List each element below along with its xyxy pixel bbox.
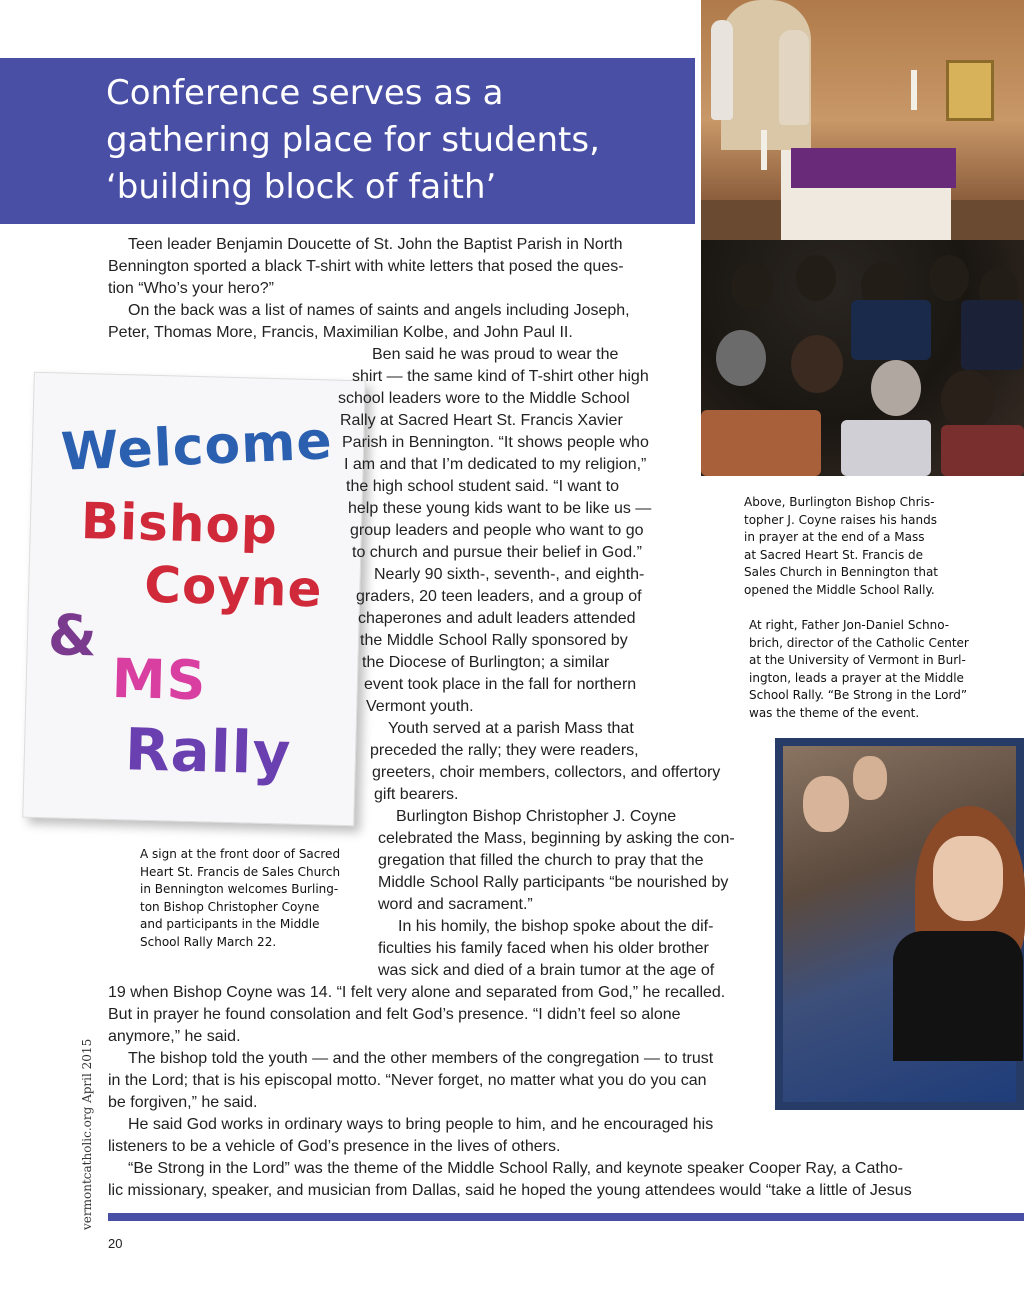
article-line: in the Lord; that is his episcopal motto. “Never forget, no matter what you do you can [108, 1072, 707, 1089]
article-line: was sick and died of a brain tumor at the age of [378, 962, 715, 979]
article-line: Ben said he was proud to wear the [372, 346, 619, 363]
caption-right-line: ington, leads a prayer at the Middle [749, 671, 964, 685]
article-line: The bishop told the youth — and the other members of the congregation — to trust [128, 1050, 714, 1067]
caption-sign-line: School Rally March 22. [140, 935, 277, 949]
article-line: greeters, choir members, collectors, and offertory [372, 764, 721, 781]
article-line: the high school student said. “I want to [346, 478, 620, 495]
article-line: Peter, Thomas More, Francis, Maximilian Kolbe, and John Paul II. [108, 324, 573, 341]
caption-sign-line: ton Bishop Christopher Coyne [140, 900, 320, 914]
article-line: But in prayer he found consolation and felt God’s presence. “I didn’t feel so alone [108, 1006, 681, 1023]
article-line: word and sacrament.” [378, 896, 533, 913]
sign-line-coyne: Coyne [143, 555, 324, 619]
sign-line-welcome: Welcome [59, 411, 334, 483]
photo-credit: (Photos by Cori Fugere Urban) [747, 800, 760, 966]
article-line: event took place in the fall for northern [364, 676, 637, 693]
headline-line: gathering place for students, [106, 120, 600, 160]
headline-line: Conference serves as a [106, 73, 504, 113]
church-mass-photo [701, 0, 1024, 476]
article-line: tion “Who’s your hero?” [108, 280, 274, 297]
article-line: Burlington Bishop Christopher J. Coyne [396, 808, 677, 825]
sign-line-rally: Rally [124, 715, 293, 788]
caption-right-line: brich, director of the Catholic Center [749, 636, 969, 650]
caption-above-line: opened the Middle School Rally. [744, 583, 935, 597]
caption-right-line: at the University of Vermont in Burl- [749, 653, 966, 667]
article-line: listeners to be a vehicle of God’s presence in the lives of others. [108, 1138, 561, 1155]
article-line: the Diocese of Burlington; a similar [362, 654, 610, 671]
article-line: anymore,” he said. [108, 1028, 241, 1045]
article-line: celebrated the Mass, beginning by asking the con- [378, 830, 735, 847]
caption-right-line: At right, Father Jon-Daniel Schno- [749, 618, 950, 632]
article-line: chaperones and adult leaders attended [358, 610, 636, 627]
article-line: Rally at Sacred Heart St. Francis Xavier [340, 412, 623, 429]
article-line: I am and that I’m dedicated to my religion,” [344, 456, 647, 473]
bottom-rule [108, 1213, 1024, 1221]
article-line: preceded the rally; they were readers, [370, 742, 639, 759]
caption-above-line: topher J. Coyne raises his hands [744, 513, 937, 527]
article-line: ficulties his family faced when his older brother [378, 940, 709, 957]
article-line: “Be Strong in the Lord” was the theme of the Middle School Rally, and keynote speaker Cooper Ray, a Catho- [128, 1160, 903, 1177]
page-number: 20 [108, 1236, 123, 1251]
article-line: school leaders wore to the Middle School [338, 390, 630, 407]
article-line: In his homily, the bishop spoke about the dif- [398, 918, 714, 935]
headline-band [0, 58, 695, 224]
headline-line: ‘building block of faith’ [106, 167, 497, 207]
side-publication-credit: vermontcatholic.org April 2015 [80, 1038, 94, 1230]
welcome-sign-photo [22, 372, 366, 827]
article-line: help these young kids want to be like us — [348, 500, 652, 517]
article-line: Middle School Rally participants “be nourished by [378, 874, 729, 891]
article-line: shirt — the same kind of T-shirt other high [352, 368, 649, 385]
article-line: On the back was a list of names of saints and angels including Joseph, [128, 302, 630, 319]
article-line: gregation that filled the church to pray that the [378, 852, 704, 869]
article-line: Youth served at a parish Mass that [388, 720, 634, 737]
caption-right-line: was the theme of the event. [749, 706, 920, 720]
headline [106, 70, 686, 211]
caption-above-line: at Sacred Heart St. Francis de [744, 548, 924, 562]
article-line: Teen leader Benjamin Doucette of St. John the Baptist Parish in North [128, 236, 623, 253]
article-line: Vermont youth. [366, 698, 474, 715]
caption-sign-line: and participants in the Middle [140, 917, 320, 931]
student-prayer-photo [747, 738, 1024, 1110]
article-line: graders, 20 teen leaders, and a group of [356, 588, 642, 605]
caption-above-line: Sales Church in Bennington that [744, 565, 939, 579]
caption-right-line: School Rally. “Be Strong in the Lord” [749, 688, 968, 702]
caption-above-line: Above, Burlington Bishop Chris- [744, 495, 935, 509]
caption-sign-line: Heart St. Francis de Sales Church [140, 865, 341, 879]
caption-above-line: in prayer at the end of a Mass [744, 530, 925, 544]
sign-line-ms: MS [111, 646, 208, 713]
article-line: He said God works in ordinary ways to bring people to him, and he encouraged his [128, 1116, 714, 1133]
article-line: Nearly 90 sixth-, seventh-, and eighth- [374, 566, 645, 583]
caption-sign-line: A sign at the front door of Sacred [140, 847, 341, 861]
sign-line-bishop: Bishop [80, 492, 279, 556]
article-line: 19 when Bishop Coyne was 14. “I felt very alone and separated from God,” he recalled. [108, 984, 726, 1001]
article-line: be forgiven,” he said. [108, 1094, 258, 1111]
article-line: gift bearers. [374, 786, 459, 803]
caption-sign-line: in Bennington welcomes Burling- [140, 882, 339, 896]
sign-line-ampersand: & [47, 603, 99, 670]
article-line: group leaders and people who want to go [350, 522, 644, 539]
article-line: Parish in Bennington. “It shows people who [342, 434, 649, 451]
article-line: the Middle School Rally sponsored by [360, 632, 628, 649]
article-line: lic missionary, speaker, and musician from Dallas, said he hoped the young attendees would “take a little of Jesus [108, 1182, 912, 1199]
article-line: Bennington sported a black T-shirt with white letters that posed the ques- [108, 258, 624, 275]
article-line: to church and pursue their belief in God.” [352, 544, 642, 561]
